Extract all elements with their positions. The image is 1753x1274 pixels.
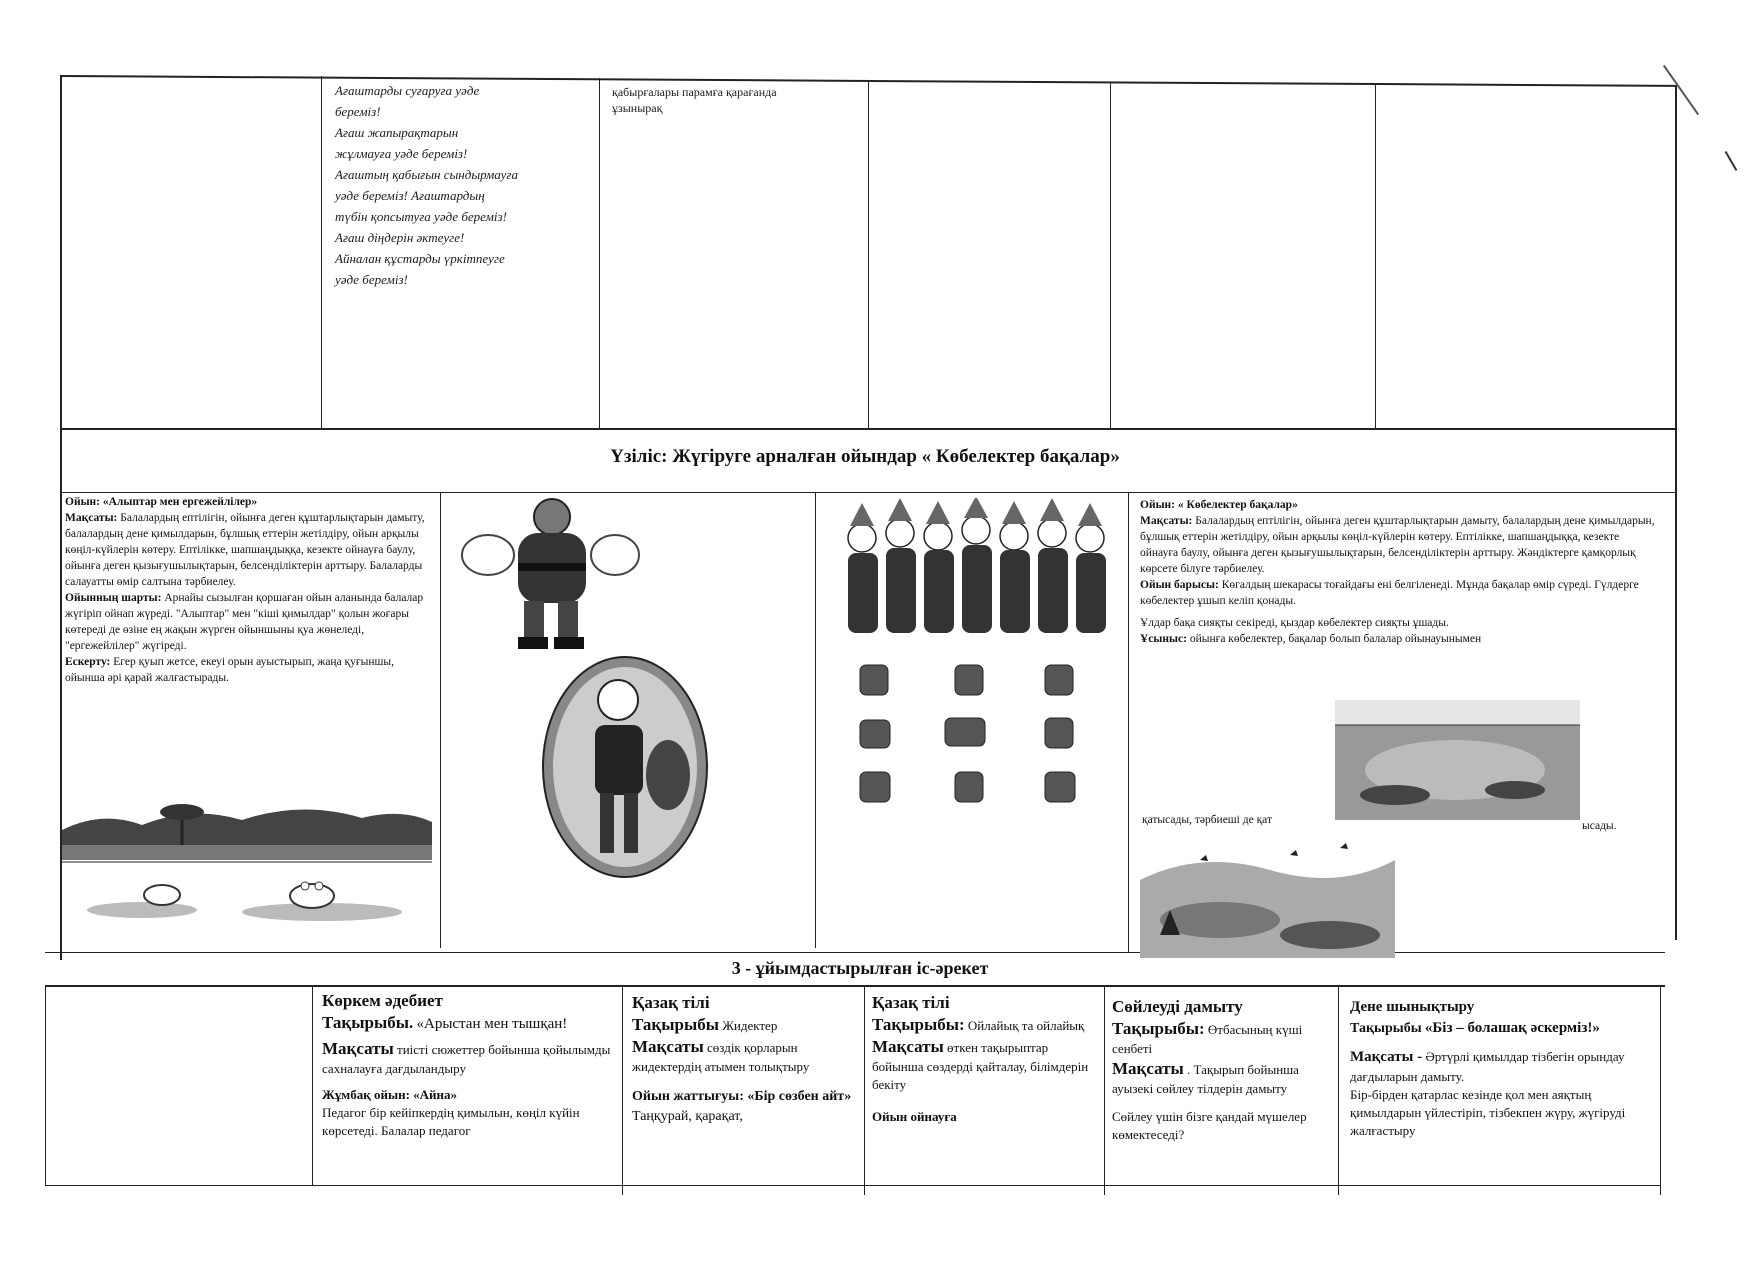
- game-right-flow: Көгалдың шекарасы тоғайдағы ені белгіленеді. Мұнда бақалар өмір сүреді. Гүлдерге көбелектер ұшып келіп қонады.: [1140, 579, 1639, 607]
- scan-mark-2: [1725, 151, 1738, 171]
- game-right-block: [1140, 497, 1655, 647]
- goal-label: Мақсаты: [632, 1037, 704, 1056]
- top-divider-5: [1375, 84, 1376, 429]
- bottom-border-left: [45, 985, 46, 1185]
- break-title: Үзіліс: Жүгіруге арналған ойындар « Көбелектер бақалар»: [610, 446, 1120, 467]
- mid-divider-3: [1128, 493, 1129, 953]
- top-table-border-right: [1675, 85, 1677, 940]
- band-line-1: [60, 428, 1675, 430]
- bottom-divider-1: [312, 985, 313, 1185]
- section3-title: 3 - ұйымдастырылған іс-әрекет: [731, 958, 989, 978]
- goal-label: Мақсаты: [872, 1037, 944, 1056]
- bottom-col-kazakh-1: [632, 992, 857, 1126]
- goal-text: өткен тақырыптар бойынша сөздерді қайталау, білімдерін бекіту: [872, 1040, 1089, 1092]
- subject-title: Қазақ тілі: [632, 993, 710, 1012]
- promise-line: Ағаш жапырақтарын: [335, 125, 459, 140]
- topic-text: «Біз – болашақ әскерміз!»: [1424, 1020, 1600, 1036]
- goal-label: Мақсаты: [322, 1039, 394, 1058]
- game-right-flow-label: Ойын барысы:: [1140, 579, 1219, 591]
- game-right-tail-left: қатысады, тәрбиеші де қат: [1142, 814, 1272, 826]
- pond-image: [1335, 700, 1580, 820]
- bottom-divider-2: [622, 985, 623, 1195]
- dwarf-oval-image: [540, 655, 710, 880]
- top-divider-1: [321, 76, 322, 428]
- goal-label: Мақсаты -: [1350, 1049, 1423, 1065]
- game-left-block: [65, 494, 435, 686]
- game-left-note-label: Ескерту:: [65, 656, 111, 668]
- band-line-2: [60, 492, 1675, 493]
- bottom-divider-5: [1338, 985, 1339, 1195]
- goal-text: . Тақырып бойынша ауызекі сөйлеу тілдерін дамыту: [1112, 1062, 1299, 1096]
- bottom-col-literature: [322, 990, 618, 1140]
- topic-text: Ойлайық та ойлайық: [967, 1018, 1085, 1033]
- subject-title: Көркем әдебиет: [322, 991, 443, 1010]
- bottom-border-bottom: [45, 1185, 1660, 1186]
- bottom-divider-3: [864, 985, 865, 1195]
- promise-line: уәде береміз!: [335, 272, 408, 287]
- col3-line: қабырғалары парамға қарағанда: [612, 85, 777, 99]
- game-title: Ойын жаттығуы: «Бір сөзбен айт»: [632, 1089, 852, 1104]
- bottom-divider-4: [1104, 985, 1105, 1195]
- game-left-note: Егер қуып жетсе, екеуі орын ауыстырып, жаңа қуғыншы, ойынша әрі қарай жалғастырады.: [65, 656, 394, 684]
- bottom-col-speech: [1112, 996, 1334, 1144]
- subject-title: Дене шынықтыру: [1350, 999, 1475, 1015]
- top-divider-3: [868, 80, 869, 428]
- col3-line: ұзынырақ: [612, 101, 663, 115]
- game-left-flow-label: Ойынның шарты:: [65, 592, 162, 604]
- promise-line: түбін қопсытуға уәде береміз!: [335, 209, 507, 224]
- giant-image: [460, 495, 640, 655]
- question-text: Сөйлеу үшін бізге қандай мүшелер көмектеседі?: [1112, 1109, 1307, 1142]
- game-right-goal-label: Мақсаты:: [1140, 515, 1193, 527]
- section3-line-top: [45, 952, 1665, 953]
- extra-text: Бір-бірден қатарлас кезінде қол мен аяқтың қимылдарын үйлестіріп, тізбекпен жүру, жүгіруді жалғастыру: [1350, 1087, 1626, 1138]
- game-right-note: ойынға көбелектер, бақалар болып балалар ойынауынымен: [1189, 633, 1482, 645]
- topic-label: Тақырыбы:: [872, 1015, 965, 1034]
- promise-line: Ағаштарды суғаруға уәде: [335, 83, 480, 98]
- bottom-col-pe: [1350, 996, 1655, 1140]
- bottom-col-kazakh-2: [872, 992, 1100, 1126]
- game-left-flow: Арнайы сызылған қоршаған ойын аланында балалар жүгіріп ойнап жүреді. "Алыптар" мен "кіші қимылдар" қолын жоғары көтереді де өзіне ең жақын жүрген ойыншыны қуа жөнеледі, "ергежейлілер" жүгіреді.: [65, 592, 424, 652]
- top-divider-4: [1110, 82, 1111, 429]
- landscape-frogs-image: [62, 800, 432, 930]
- mid-divider-2: [815, 493, 816, 948]
- col3-note: [612, 84, 862, 116]
- promise-line: Ағаш діңдерін әктеуге!: [335, 230, 465, 245]
- game-right-note-label: Ұсыныс:: [1140, 633, 1187, 645]
- goal-text: сөздік қорларын жидектердің атымен толықтыру: [632, 1040, 810, 1074]
- goal-label: Мақсаты: [1112, 1059, 1184, 1078]
- topic-label: Тақырыбы:: [1112, 1019, 1205, 1038]
- topic-text: Өтбасының күші сенбеті: [1112, 1022, 1303, 1056]
- subject-title: Сөйлеуді дамыту: [1112, 997, 1243, 1016]
- promise-line: береміз!: [335, 104, 381, 119]
- game-title: Жұмбақ ойын: «Айна»: [322, 1087, 458, 1102]
- seven-dwarfs-image: [840, 498, 1120, 648]
- section3-line-bottom: [45, 985, 1665, 987]
- topic-text: «Арыстан мен тышқан!: [416, 1016, 568, 1032]
- butterflies-landscape-image: [1140, 840, 1395, 958]
- promise-list: [335, 80, 600, 290]
- game-right-tail-right: ысады.: [1582, 820, 1617, 832]
- goal-text: тиісті сюжеттер бойынша қойылымды сахналауға дағдыландыру: [322, 1042, 611, 1076]
- game-left-title: Ойын: «Алыптар мен ергежейлілер»: [65, 496, 258, 508]
- game-left-goal: Балалардың ептілігін, ойынға деген құштарлықтарын дамыту, балалардың дене қимылдарын, бұлшық еттерін жетілдіру, ойын арқылы көңіл-күйлерін көтеру. Ептілікке, шапшаңдыққа, кезекте ойнауға баулу, ойынға деген қызығушылықтарын, белсенділіктерін арттыру. Балаларды салауатты өмір салтына тәрбиелеу.: [65, 512, 425, 588]
- topic-label: Тақырыбы.: [322, 1013, 414, 1032]
- game-text: Таңқурай, қарақат,: [632, 1109, 743, 1124]
- game-text: Педагог бір кейіпкердің қимылын, көңіл күйін көрсетеді. Балалар педагог: [322, 1105, 580, 1138]
- game-right-extra: Ұлдар бақа сияқты секіреді, қыздар көбелектер сияқты ұшады.: [1140, 617, 1449, 629]
- promise-line: Ағаштың қабығын сындырмауға: [335, 167, 518, 182]
- topic-text: Жидектер: [722, 1018, 778, 1033]
- bottom-border-right: [1660, 985, 1661, 1195]
- game-title: Ойын ойнауға: [872, 1109, 957, 1124]
- promise-line: жұлмауға уәде береміз!: [335, 146, 468, 161]
- scan-mark: [1663, 65, 1699, 115]
- game-right-title: Ойын: « Көбелектер бақалар»: [1140, 499, 1298, 511]
- topic-label: Тақырыбы: [632, 1015, 719, 1034]
- promise-line: Айналан құстарды үркітпеуге: [335, 251, 505, 266]
- topic-label: Тақырыбы: [1350, 1021, 1422, 1036]
- subject-title: Қазақ тілі: [872, 993, 950, 1012]
- goal-text: Әртүрлі қимылдар тізбегін орындау дағдыларын дамыту.: [1350, 1049, 1625, 1084]
- promise-line: уәде береміз! Ағаштардың: [335, 188, 485, 203]
- game-left-goal-label: Мақсаты:: [65, 512, 118, 524]
- mid-divider-1: [440, 493, 441, 948]
- game-right-goal: Балалардың ептілігін, ойынға деген құштарлықтарын дамыту, балалардың дене қимылдарын, бұлшық еттерін жетілдіру, ойын арқылы көңіл-күйлерін көтеру. Ептілікке, шапшаңдыққа, кезекте ойнауға баулу, ойынға деген қызығушылықтарын, белсенділіктерін арттыру. Жәндіктерге қамқорлық көрсете білуге тәрбиелеу.: [1140, 515, 1655, 575]
- small-dwarfs-grid-image: [850, 660, 1090, 810]
